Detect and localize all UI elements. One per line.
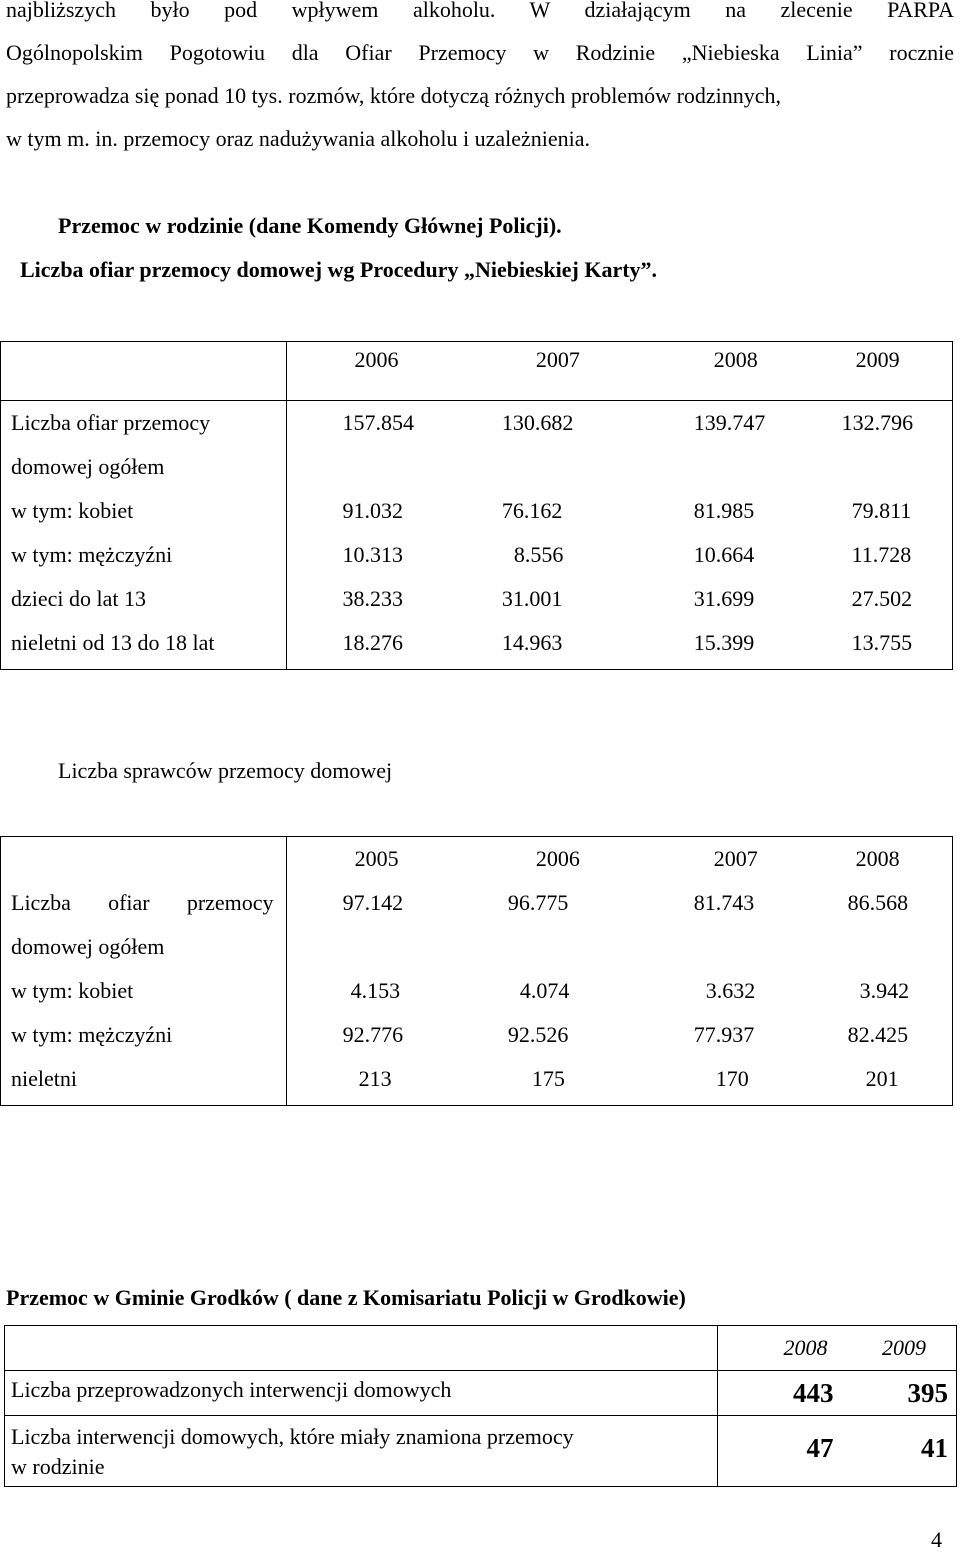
- row-label: [1, 881, 287, 969]
- row-label: dzieci do lat 13: [1, 577, 287, 621]
- year-header: 2007: [646, 837, 814, 882]
- row-label: nieletni: [1, 1057, 287, 1106]
- row-label: nieletni od 13 do 18 lat: [1, 621, 287, 670]
- table-cell: 38.233: [286, 577, 468, 621]
- table-header-row: [1, 342, 953, 401]
- table-cell: 11.728: [814, 533, 953, 577]
- table-cell: 130.682: [501, 410, 574, 435]
- table-cell: 132.796: [814, 401, 953, 490]
- intro-line: przeprowadza się ponad 10 tys. rozmów, które dotyczą różnych problemów rodzinnych,: [6, 83, 782, 108]
- table-row: [1, 969, 953, 1013]
- table-cell: 170: [646, 1057, 814, 1106]
- table-cell: 92.776: [286, 1013, 468, 1057]
- table-row: [1, 401, 953, 490]
- table-cell: 14.963: [468, 621, 646, 670]
- year-header: 2009: [814, 342, 953, 401]
- year-header: 2008: [718, 1326, 838, 1371]
- grodkow-table: [4, 1325, 957, 1487]
- intro-line: najbliższych było pod wpływem alkoholu. W działającym na zlecenie PARPA: [6, 0, 954, 22]
- table-row: [1, 489, 953, 533]
- table-cell: 77.937: [693, 1022, 755, 1047]
- table-cell: 201: [814, 1057, 953, 1106]
- row-label-line: Liczba interwencji domowych, które miały znamiona przemocy: [11, 1424, 574, 1449]
- perpetrators-table: [0, 836, 953, 1106]
- table-cell: 76.162: [501, 498, 563, 523]
- table-row: [1, 533, 953, 577]
- table-row: [1, 621, 953, 670]
- row-label: w tym: mężczyźni: [1, 1013, 287, 1057]
- empty-header-cell: [1, 342, 287, 401]
- intro-paragraph: [6, 0, 954, 160]
- table-cell: 395: [838, 1371, 957, 1416]
- table-cell: 3.632: [705, 978, 756, 1003]
- table-cell: 41: [838, 1416, 957, 1487]
- year-header: 2007: [468, 342, 646, 401]
- section1-subtitle: Liczba ofiar przemocy domowej wg Procedury „Niebieskiej Karty”.: [20, 257, 658, 282]
- row-label: Liczba przeprowadzonych interwencji domowych: [5, 1371, 718, 1416]
- row-label: w tym: mężczyźni: [1, 533, 287, 577]
- table-cell: 10.664: [693, 542, 755, 567]
- table-cell: 157.854: [286, 401, 468, 490]
- table-cell: 213: [286, 1057, 468, 1106]
- page-number: 4: [931, 1527, 942, 1552]
- year-header: 2006: [286, 342, 468, 401]
- table-cell: 86.568: [814, 881, 953, 969]
- table-cell: 139.747: [693, 410, 766, 435]
- row-label-line: Liczba ofiar przemocy: [11, 410, 211, 435]
- row-label: [1, 401, 287, 490]
- table-cell: 13.755: [814, 621, 953, 670]
- intro-line: w tym m. in. przemocy oraz nadużywania alkoholu i uzależnienia.: [6, 126, 591, 151]
- row-label-line: domowej ogółem: [11, 454, 165, 479]
- table-cell: 97.142: [286, 881, 468, 969]
- victims-table: [0, 341, 953, 670]
- intro-line: Ogólnopolskim Pogotowiu dla Ofiar Przemocy w Rodzinie „Niebieska Linia” rocznie: [6, 40, 954, 65]
- year-header: 2008: [814, 837, 953, 882]
- table-cell: 27.502: [814, 577, 953, 621]
- year-header: 2008: [646, 342, 814, 401]
- table-row: [1, 577, 953, 621]
- year-header: 2006: [468, 837, 646, 882]
- table-cell: 15.399: [646, 621, 814, 670]
- table-cell: 4.074: [519, 978, 570, 1003]
- table-header-row: [1, 837, 953, 882]
- row-label: w tym: kobiet: [1, 489, 287, 533]
- table-row: [1, 1057, 953, 1106]
- table-cell: 443: [718, 1371, 838, 1416]
- table-cell: 47: [718, 1416, 838, 1487]
- table-row: [5, 1371, 957, 1416]
- table-cell: 81.985: [693, 498, 755, 523]
- table-cell: 18.276: [286, 621, 468, 670]
- year-header: 2009: [838, 1326, 957, 1371]
- table-cell: 4.153: [286, 969, 468, 1013]
- table-cell: 81.743: [693, 890, 755, 915]
- table-row: [5, 1416, 957, 1487]
- section3-title: Przemoc w Gminie Grodków ( dane z Komisariatu Policji w Grodkowie): [6, 1285, 686, 1310]
- empty-header-cell: [5, 1326, 718, 1371]
- section2-title: Liczba sprawców przemocy domowej: [58, 758, 393, 783]
- table-cell: 96.775: [507, 890, 569, 915]
- table-row: [1, 881, 953, 969]
- row-label-line: domowej ogółem: [11, 934, 165, 959]
- table-cell: 31.699: [693, 586, 755, 611]
- table-cell: 10.313: [286, 533, 468, 577]
- row-label-line: w rodzinie: [11, 1454, 105, 1479]
- section1-title: Przemoc w rodzinie (dane Komendy Głównej Policji).: [58, 213, 562, 238]
- row-label: [5, 1416, 718, 1487]
- table-cell: 82.425: [814, 1013, 953, 1057]
- row-label-line: Liczba ofiar przemocy: [11, 890, 274, 915]
- row-label: w tym: kobiet: [1, 969, 287, 1013]
- table-header-row: [5, 1326, 957, 1371]
- empty-header-cell: [1, 837, 287, 882]
- table-cell: 92.526: [507, 1022, 569, 1047]
- table-cell: 79.811: [814, 489, 953, 533]
- table-cell: 3.942: [814, 969, 953, 1013]
- table-cell: 31.001: [501, 586, 563, 611]
- table-row: [1, 1013, 953, 1057]
- table-cell: 91.032: [286, 489, 468, 533]
- table-cell: 8.556: [513, 542, 564, 567]
- table-cell: 175: [468, 1057, 646, 1106]
- year-header: 2005: [286, 837, 468, 882]
